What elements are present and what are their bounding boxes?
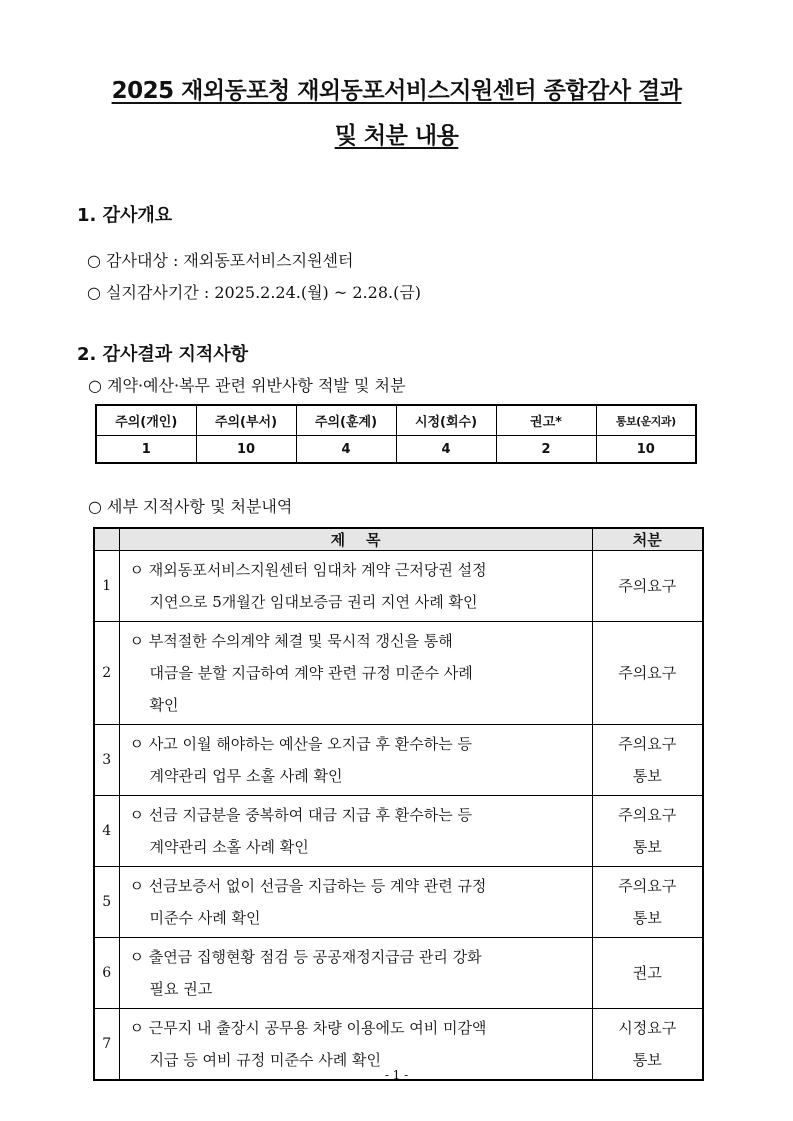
- disposition-line: 통보: [632, 767, 662, 785]
- section2-heading: 2. 감사결과 지적사항: [77, 344, 248, 365]
- audit-period: ○ 실지감사기간 : 2025.2.24.(월) ~ 2.28.(금): [87, 283, 422, 302]
- description-line: 지연으로 5개월간 임대보증금 권리 지연 사례 확인: [149, 593, 478, 611]
- description-line: 지급 등 여비 규정 미준수 사례 확인: [149, 1051, 381, 1069]
- details-row: [94, 622, 703, 725]
- description-line: ㅇ 선금 지급분을 중복하여 대금 지급 후 환수하는 등: [129, 806, 472, 824]
- summary-value-cell: 2: [496, 436, 596, 464]
- row-number: 4: [94, 796, 119, 867]
- disposition-line: 권고: [632, 964, 662, 982]
- description-line: 미준수 사례 확인: [149, 909, 261, 927]
- summary-header-cell: 통보(운지과): [596, 405, 696, 436]
- description-line: ㅇ 출연금 집행현황 점검 등 공공재정지급금 관리 강화: [129, 948, 482, 966]
- disposition-line: 통보: [632, 1051, 662, 1069]
- summary-value-cell: 4: [396, 436, 496, 464]
- description-line: 계약관리 소홀 사례 확인: [149, 838, 309, 856]
- details-row: [94, 725, 703, 796]
- disposition-line: 주의요구: [618, 877, 677, 895]
- row-disposition: [592, 796, 703, 867]
- description-line: 대금을 분할 지급하여 계약 관련 규정 미준수 사례: [149, 664, 473, 682]
- disposition-line: 주의요구: [618, 664, 677, 682]
- description-line: ㅇ 근무지 내 출장시 공무용 차량 이용에도 여비 미감액: [129, 1019, 487, 1037]
- row-description: [119, 622, 592, 725]
- details-bullet: ○ 세부 지적사항 및 처분내역: [88, 497, 293, 516]
- row-disposition: [592, 938, 703, 1009]
- summary-table: [95, 404, 697, 464]
- description-line: ㅇ 부적절한 수의계약 체결 및 묵시적 갱신을 통해: [129, 632, 453, 650]
- details-row: [94, 938, 703, 1009]
- description-line: 계약관리 업무 소홀 사례 확인: [149, 767, 343, 785]
- row-description: [119, 867, 592, 938]
- document-title-line1: 2025 재외동포청 재외동포서비스지원센터 종합감사 결과: [111, 78, 682, 104]
- disposition-line: 통보: [632, 909, 662, 927]
- summary-value-cell: 1: [96, 436, 196, 464]
- row-disposition: [592, 551, 703, 622]
- details-header-number: [94, 528, 119, 551]
- row-description: [119, 796, 592, 867]
- summary-value-cell: 10: [196, 436, 296, 464]
- description-line: ㅇ 선금보증서 없이 선금을 지급하는 등 계약 관련 규정: [129, 877, 487, 895]
- row-description: [119, 938, 592, 1009]
- details-row: [94, 796, 703, 867]
- details-table: [93, 527, 704, 1081]
- description-line: 확인: [149, 696, 179, 714]
- summary-header-cell: 시정(회수): [396, 405, 496, 436]
- page-number: - 1 -: [384, 1068, 409, 1082]
- summary-value-cell: 10: [596, 436, 696, 464]
- description-line: ㅇ 사고 이월 해야하는 예산을 오지급 후 환수하는 등: [129, 735, 472, 753]
- disposition-line: 통보: [632, 838, 662, 856]
- disposition-line: 주의요구: [618, 735, 677, 753]
- details-header-disposition: 처분: [592, 528, 703, 551]
- summary-header-row: [96, 405, 696, 436]
- disposition-line: 주의요구: [618, 577, 677, 595]
- row-number: 7: [94, 1009, 119, 1081]
- row-description: [119, 725, 592, 796]
- summary-header-cell: 주의(개인): [96, 405, 196, 436]
- section1-heading: 1. 감사개요: [77, 205, 173, 226]
- description-line: 필요 권고: [149, 980, 213, 998]
- summary-header-cell: 주의(훈계): [296, 405, 396, 436]
- row-number: 2: [94, 622, 119, 725]
- audit-target: ○ 감사대상 : 재외동포서비스지원센터: [87, 251, 354, 270]
- disposition-line: 시정요구: [618, 1019, 677, 1037]
- details-header-title: 제 목: [119, 528, 592, 551]
- violations-bullet: ○ 계약·예산·복무 관련 위반사항 적발 및 처분: [88, 376, 406, 395]
- summary-value-cell: 4: [296, 436, 396, 464]
- summary-header-cell: 권고*: [496, 405, 596, 436]
- row-number: 3: [94, 725, 119, 796]
- document-title-line2: 및 처분 내용: [334, 123, 459, 149]
- row-disposition: [592, 867, 703, 938]
- details-header-row: [94, 528, 703, 551]
- row-description: [119, 551, 592, 622]
- description-line: ㅇ 재외동포서비스지원센터 임대차 계약 근저당권 설정: [129, 561, 487, 579]
- summary-value-row: [96, 436, 696, 464]
- row-disposition: [592, 725, 703, 796]
- row-disposition: [592, 622, 703, 725]
- row-number: 6: [94, 938, 119, 1009]
- details-row: [94, 551, 703, 622]
- row-number: 1: [94, 551, 119, 622]
- row-number: 5: [94, 867, 119, 938]
- disposition-line: 주의요구: [618, 806, 677, 824]
- details-row: [94, 867, 703, 938]
- summary-header-cell: 주의(부서): [196, 405, 296, 436]
